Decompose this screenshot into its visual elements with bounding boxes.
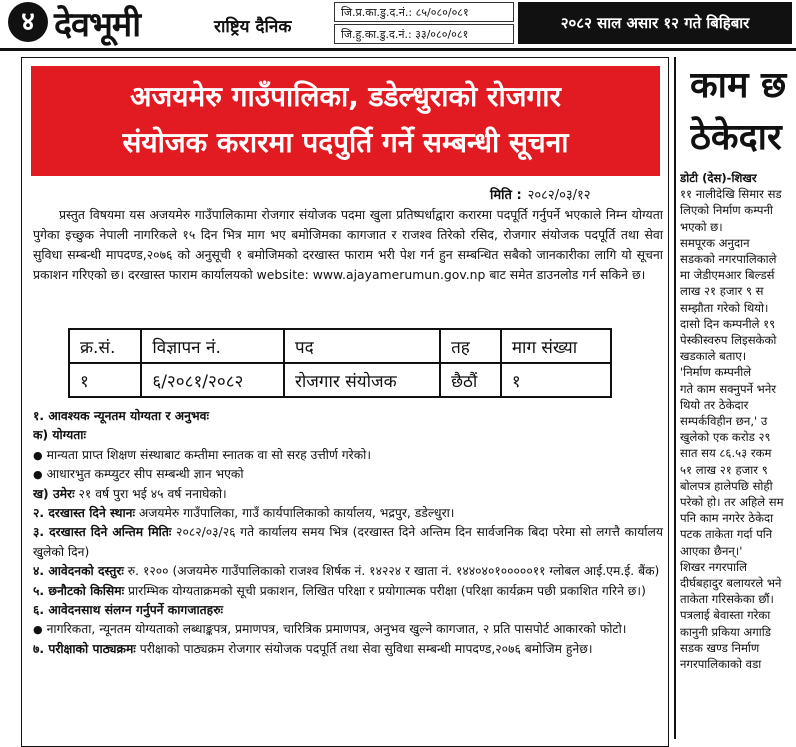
side-article-line: दासो दिन कम्पनीले १९	[680, 316, 776, 331]
side-article-headline	[690, 60, 796, 164]
deadline-text: २०८२/०३/२६ गते कार्यालय समय भित्र (दरखास्त दिने अन्तिम दिन सार्वजनिक बिदा परेमा सो लगत्तै कार्यालय खुलेको दिन)	[33, 525, 663, 559]
side-article-line: सम्पर्कविहीन छन,' उ	[680, 414, 768, 429]
deadline	[33, 523, 663, 562]
selection-method-label: ५. छनौटको किसिमः	[33, 583, 125, 598]
requirements-section	[33, 407, 663, 659]
side-article-line: सम्झौता गरेको थियो।	[680, 300, 769, 315]
table-cell: छैठौं	[440, 363, 501, 397]
side-article-line: पनि काम नगरेर ठेकेदा	[680, 511, 774, 526]
application-fee-label: ४. आवेदनको दस्तुरः	[33, 564, 124, 579]
notice-date	[490, 185, 591, 203]
table-cell: १	[69, 363, 141, 397]
qualification-subheading: क) योग्यताः	[33, 428, 86, 443]
side-article-line: दीर्घबहादुर बलायरले भने	[680, 576, 782, 591]
table-row	[69, 363, 611, 397]
side-article-line: ताकेता गरिसकेका छौं।	[680, 592, 774, 607]
notice-title-line-1: अजयमेरु गाउँपालिका, डडेल्धुराको रोजगार	[130, 80, 561, 113]
side-article-line: भएको छ।	[680, 219, 723, 234]
side-article-line: पेस्कीस्वरुप लिइसकेको	[680, 333, 777, 348]
side-article-line: लाख २१ हजार ९ स	[680, 284, 764, 299]
side-article-line: गते काम सक्नुपर्ने भनेर	[680, 381, 777, 396]
table-header-cell: माग संख्या	[501, 329, 611, 363]
application-place-label: २. दरखास्त दिने स्थानः	[33, 506, 135, 521]
syllabus-text: परीक्षाको पाठ्यक्रम रोजगार संयोजक पदपूर्ति तथा सेवा सुविधा सम्बन्धी मापदण्ड,२०७६ बमोजिम हुनेछ।	[139, 641, 593, 656]
page-number: ४	[8, 2, 48, 42]
side-article-line: ११ नालीदेखि सिमार सड	[680, 187, 782, 202]
side-article-line: थियो तर ठेकेदार	[680, 397, 749, 412]
selection-method-text: प्रारम्भिक योग्यताक्रमको सूची प्रकाशन, लिखित परिक्षा र प्रयोगात्मक परीक्षा (परिक्षा कार्यक्रम पछी प्रकाशित गरिने छ।)	[127, 583, 646, 598]
side-article-line: पत्रलाई बेवास्ता गरेका	[680, 608, 771, 623]
table-cell: रोजगार संयोजक	[284, 363, 440, 397]
side-article-line: परेको हो। तर अहिले सम	[680, 495, 784, 510]
table-header-cell: तह	[440, 329, 501, 363]
masthead-divider	[0, 48, 796, 51]
qualification-item: ● आधारभुत कम्प्युटर सीप सम्बन्धी ज्ञान भएको	[33, 465, 663, 484]
notice-headline	[31, 66, 660, 176]
documents-item: ● नागरिकता, न्यूनतम योग्यताको लब्धाङ्कपत्र, प्रमाणपत्र, चारित्रिक प्रमाणपत्र, अनुभव खुल्ने कागजात, २ प्रति पासपोर्ट आकारको फोटो।	[33, 620, 663, 639]
side-article-line: लिएको निर्माण कम्पनी	[680, 203, 773, 218]
notice-intro: प्रस्तुत विषयमा यस अजयमेरु गाउँपालिकामा रोजगार संयोजक पदमा खुला प्रतिष्पर्धाद्वारा करारमा पदपूर्ति गर्नुपर्ने भएकाले निम्न योग्यता पुगेका इच्छुक नेपाली नागरिकले १५ दिन भित्र माग भए बमोजिमका कागजात र राजश्व तिरेको रसिद, रोजगार संयोजक पदपूर्ति तथा सेवा सुविधा सम्बन्धी मापदण्ड,२०७६ को अनुसूची १ बमोजिमको दरखास्त फाराम भरी पेश गर्न हुन सम्बन्धित सबैको जानकारीका लागि यो सूचना प्रकाशन गरिएको छ। दरखास्त फाराम कार्यालयको website: www.ajayamerumun.gov.np बाट समेत डाउनलोड गर्न सकिने छ।	[33, 207, 663, 282]
age-label: ख) उमेरः	[33, 486, 75, 501]
deadline-label: ३. दरखास्त दिने अन्तिम मितिः	[33, 525, 172, 540]
notice-date-value: २०८२/०३/१२	[527, 188, 591, 203]
notice-title-line-2: संयोजक करारमा पदपुर्ति गर्ने सम्बन्धी सूचना	[122, 126, 569, 159]
side-article-body	[680, 170, 796, 739]
registration-number-2: जि.हु.का.डु.द.नं.: ३३/०८०/०८१	[334, 24, 514, 44]
side-article-line: सात सय ८६.५३ रकम	[680, 446, 772, 461]
side-article-line: शिखर नगरपालि	[680, 559, 747, 574]
age-requirement	[33, 485, 663, 504]
documents-heading: ६. आवेदनसाथ संलग्न गर्नुपर्ने कागजातहरुः	[33, 603, 224, 618]
side-article-line: खुलेको एक करोड २९	[680, 430, 771, 445]
table-cell: १	[501, 363, 611, 397]
selection-method	[33, 582, 663, 601]
application-place-text: अजयमेरु गाउँपालिका, गाउँ कार्यपालिकाको कार्यालय, भद्रपुर, डडेल्धुरा।	[138, 506, 455, 521]
table-header-row	[69, 329, 611, 363]
side-article-line: 'निर्माण कम्पनीले	[680, 365, 752, 380]
side-article-line: बोलपत्र हालेपछि सोही	[680, 478, 773, 493]
qualification-item: ● मान्यता प्राप्त शिक्षण संस्थाबाट कम्तीमा स्नातक वा सो सरह उत्तीर्ण गरेको।	[33, 446, 663, 465]
side-article-line: पटक ताकेता गर्दा पनि	[680, 527, 773, 542]
notice-date-label: मिति :	[490, 188, 522, 203]
table-cell: ६/२०८१/२०८२	[141, 363, 284, 397]
application-fee	[33, 562, 663, 581]
requirements-heading: १. आवश्यक न्यूनतम योग्यता र अनुभवः	[33, 409, 209, 423]
side-article-line: ५१ लाख २१ हजार ९	[680, 462, 768, 477]
side-article-line: खडकाले बताए।	[680, 349, 747, 364]
side-article-line: आएका छैनन्।'	[680, 543, 743, 558]
registration-number-1: जि.प्र.का.डु.द.नं.: ८५/०८०/०८१	[334, 2, 514, 22]
column-divider	[674, 57, 676, 739]
side-article-line: डोटी (देस)-शिखर	[680, 171, 757, 185]
masthead	[0, 0, 796, 46]
side-headline-line-1: काम छ	[690, 65, 787, 106]
age-text: २१ वर्ष पुरा भई ४५ वर्ष ननाघेको।	[78, 486, 227, 501]
table-header-cell: विज्ञापन नं.	[141, 329, 284, 363]
side-headline-line-2: ठेकेदार	[690, 117, 782, 158]
syllabus	[33, 640, 663, 659]
application-place	[33, 504, 663, 523]
table-header-cell: पद	[284, 329, 440, 363]
newspaper-subtitle: राष्ट्रिय दैनिक	[214, 17, 292, 37]
side-article-line: कानुनी प्रकिया अगाडि	[680, 624, 771, 639]
application-fee-text: रु. १२०० (अजयमेरु गाउँपालिकाको राजश्व शिर्षक नं. १४२२४ र खाता नं. १४४०४०१०००००११ ग्लोबल आई.एम.ई. बैंक)	[127, 564, 660, 579]
side-article-line: नगरपालिकाको वडा	[680, 657, 762, 672]
side-article-line: सडक खण्ड निर्माण	[680, 640, 760, 655]
table-header-cell: क्र.सं.	[69, 329, 141, 363]
vacancy-table	[68, 328, 612, 398]
side-article-line: समपूरक अनुदान	[680, 235, 750, 250]
syllabus-label: ७. परीक्षाको पाठ्यक्रमः	[33, 641, 136, 656]
newspaper-logo: देवभूमी	[54, 5, 140, 45]
side-article-line: मा जेडीएमआर बिल्डर्स	[680, 268, 775, 283]
issue-date: २०८२ साल असार १२ गते बिहिबार	[518, 2, 792, 44]
side-article-line: सडकको नगरपालिकाले	[680, 252, 777, 267]
